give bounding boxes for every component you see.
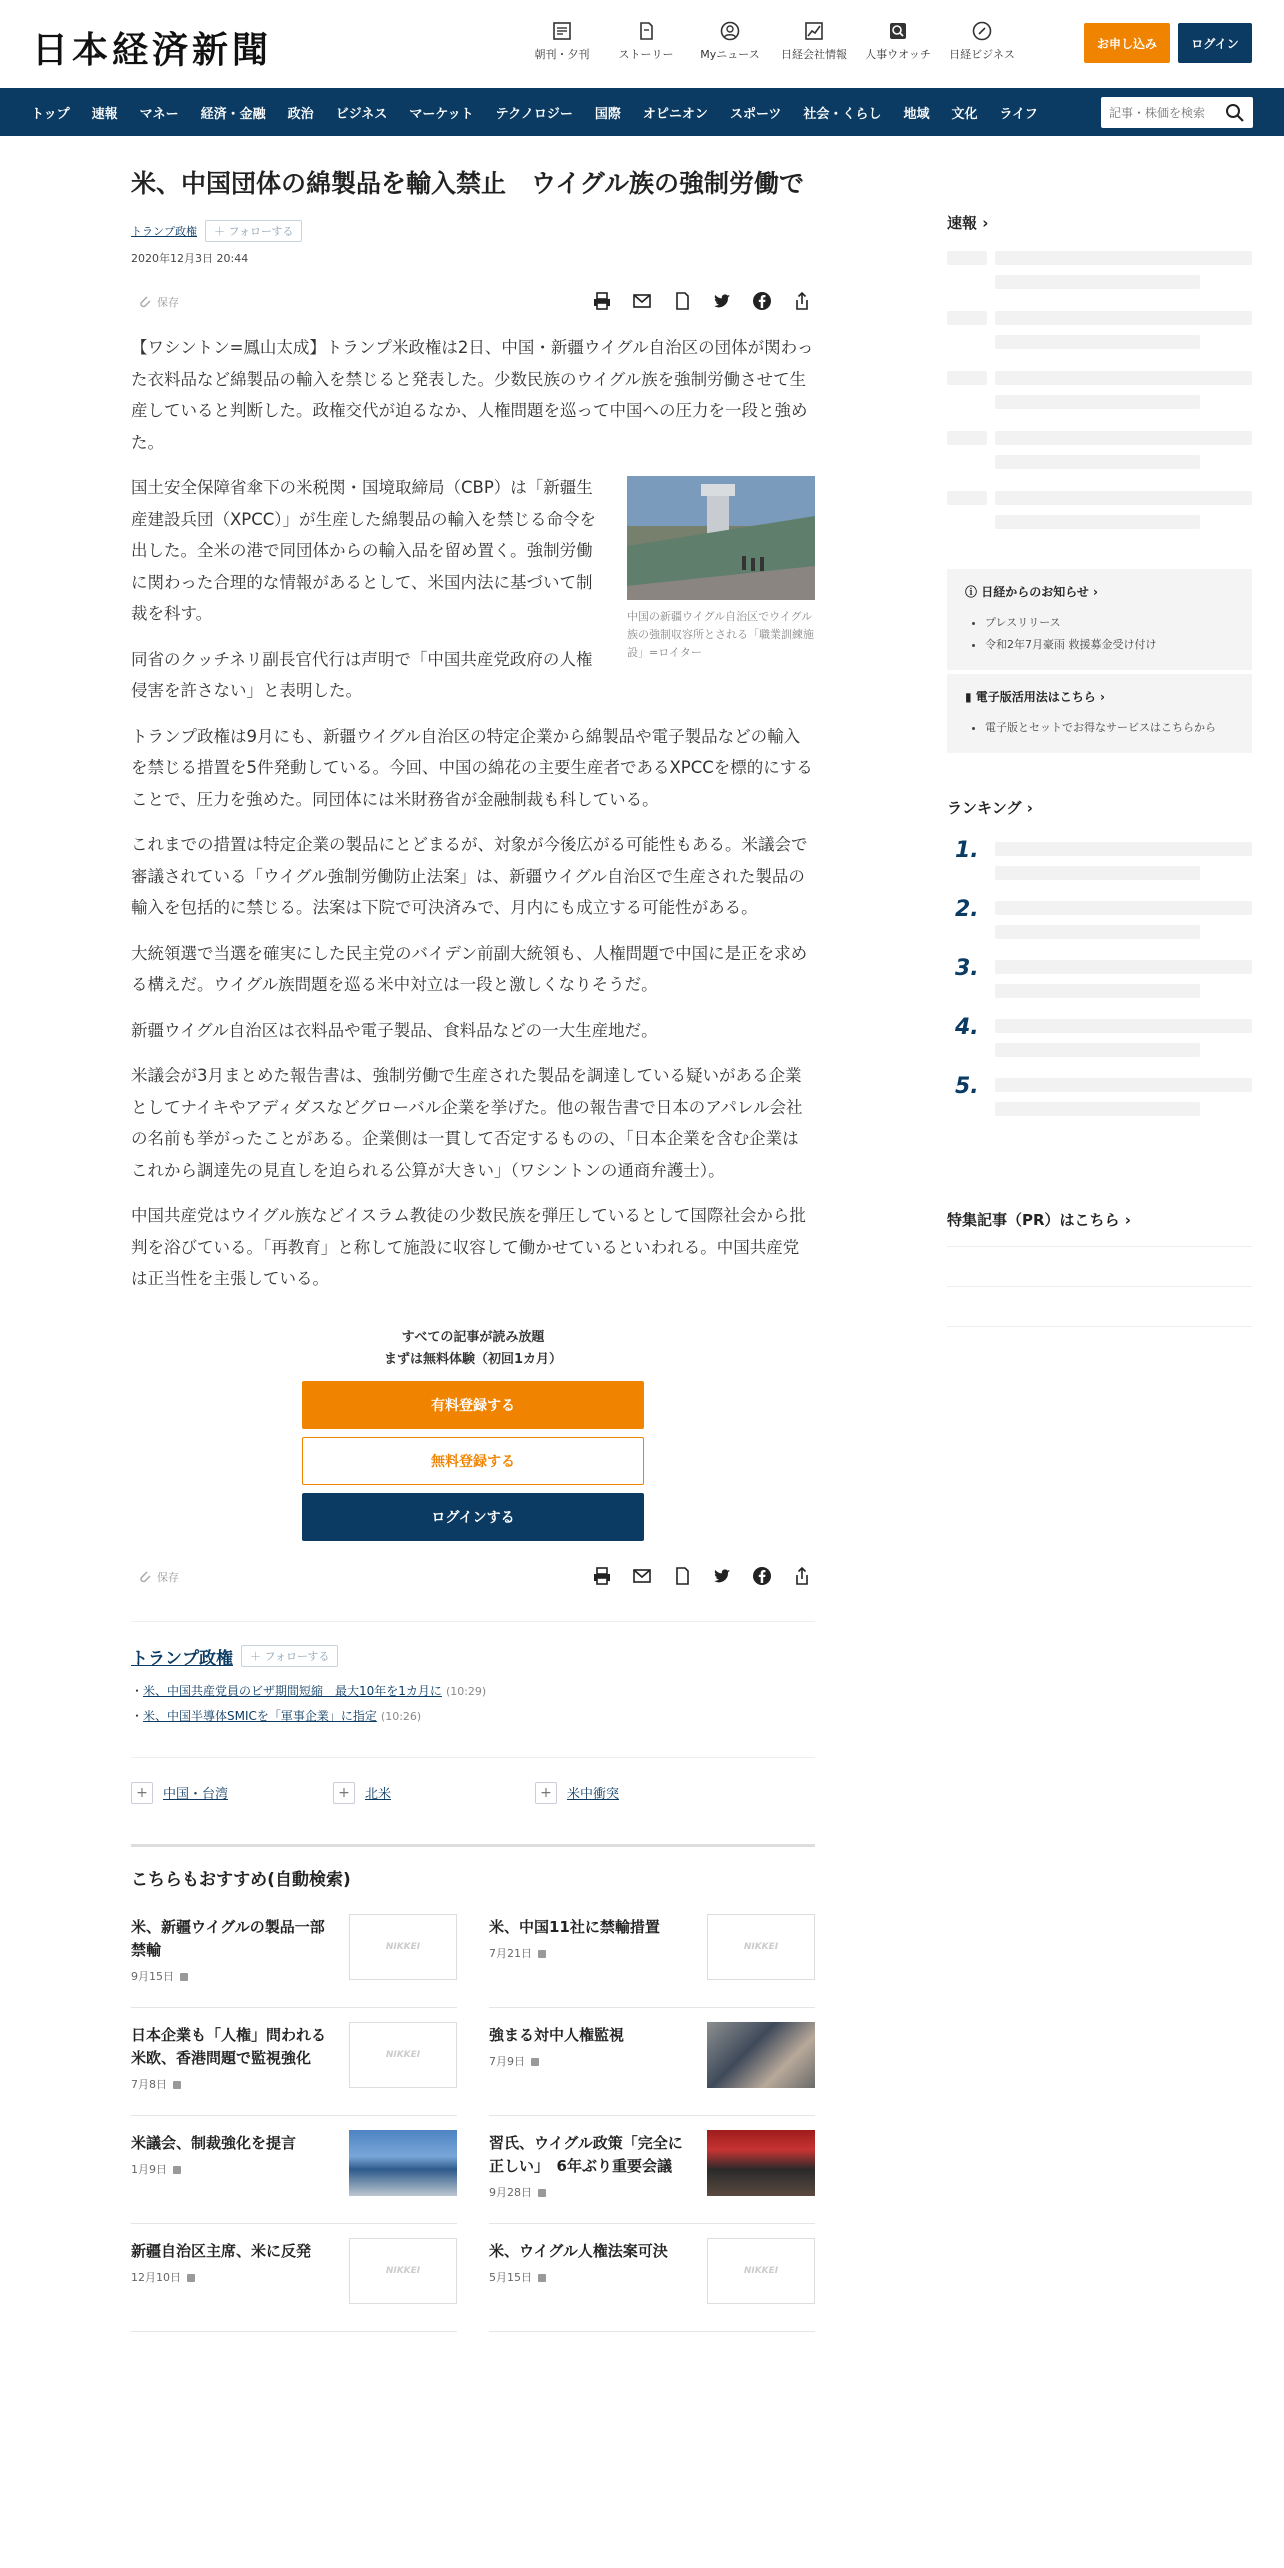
article-paragraph: これまでの措置は特定企業の製品にとどまるが、対象が今後広がる可能性もある。米議会で審議されている「ウイグル強制労働防止法案」は、新疆ウイグル自治区で生産された製品の輸入を包括的に禁じる。法案は下院で可決済みで、月内にも成立する可能性がある。 [131,835,808,917]
ranking-title[interactable]: ランキング › [947,799,1033,817]
util-story-label: ストーリー [618,48,674,61]
recommend-item-date-text: 12月10日 [131,2270,181,2284]
figure-caption: 中国の新疆ウイグル自治区でウイグル族の強制収容所とされる「職業訓練施設」=ロイター [627,610,814,659]
recommend-item[interactable] [489,2224,815,2332]
topic-tag[interactable] [131,1782,333,1804]
topic-tag-label: 北米 [365,1787,392,1802]
topic-tag[interactable] [333,1782,535,1804]
follow-label: フォローする [264,1650,330,1663]
nav-item[interactable]: 経済・金融 [200,106,266,122]
recommend-item-date-text: 1月9日 [131,2162,167,2176]
search-person-icon [887,20,909,42]
topic-link[interactable]: トランプ政権 [131,225,197,238]
skeleton-line [995,1102,1200,1116]
topic-tag[interactable] [535,1782,737,1804]
skeleton-line [995,335,1200,349]
recommend-item[interactable] [131,2224,457,2332]
ranking-section [947,797,1252,1119]
article-paragraph: 【ワシントン=鳳山太成】トランプ米政権は2日、中国・新疆ウイグル自治区の団体が関わった衣料品など綿製品の輸入を禁じると発表した。少数民族のウイグル族を強制労働させて生産していると判断した。政権交代が迫るなか、人権問題を巡って中国への圧力を一段と強めた。 [131,338,814,452]
recommend-thumbnail[interactable]: NIKKEI [349,2238,457,2304]
pr-title[interactable]: 特集記事（PR）はこちら › [947,1211,1131,1229]
article-paragraph: 同省のクッチネリ副長官代行は声明で「中国共産党政府の人権侵害を許さない」と表明した。 [131,649,593,700]
breaking-news-item-placeholder [947,371,1252,417]
related-topic-time: (10:26) [380,1709,422,1723]
recommend-item-title: 新疆自治区主席、米に反発 [131,2241,312,2260]
recommend-thumbnail[interactable]: NIKKEI [349,2022,457,2088]
util-story[interactable] [604,20,688,62]
breaking-news-title[interactable]: 速報 › [947,214,989,232]
skeleton-line [995,491,1252,505]
breaking-news-item-placeholder [947,491,1252,537]
utility-nav [520,20,1024,62]
nav-item[interactable]: 文化 [951,106,978,122]
related-topic-title[interactable]: トランプ政権 [131,1648,233,1669]
skeleton-line [995,901,1252,915]
paywall-line-1: すべての記事が読み放題 [401,1329,545,1345]
ranking-list [947,838,1252,1119]
related-topic-link[interactable]: 米、中国共産党員のビザ期間短縮 最大10年を1カ月に [143,1683,442,1698]
lock-icon [173,2166,181,2174]
skeleton-line [995,275,1200,289]
plus-icon: + [131,1782,153,1804]
notice-link[interactable]: • 令和2年7月豪雨 救援募金受け付け [985,634,1234,656]
ranking-number: 2. [955,897,979,922]
skeleton-line [947,251,987,265]
nikkei-logo[interactable]: 日本経済新聞 [32,29,273,71]
notice-link[interactable]: • プレスリリース [985,612,1234,634]
skeleton-line [995,1043,1200,1057]
skeleton-line [995,431,1252,445]
clip-icon[interactable] [669,1563,695,1589]
nav-list [20,88,1049,136]
facebook-icon[interactable] [749,288,775,314]
facebook-icon[interactable] [749,1563,775,1589]
skeleton-line [995,866,1200,880]
recommend-item-title: 強まる対中人権監視 [489,2025,625,2044]
lock-icon [187,2274,195,2282]
paperclip-icon [137,1569,153,1585]
recommend-thumbnail[interactable]: NIKKEI [707,1914,815,1980]
pr-line [947,1246,1252,1286]
recommend-item[interactable] [131,2116,457,2224]
notice-2-title[interactable]: ▮ 電子版活用法はこちら › [965,690,1105,704]
lock-icon [173,2081,181,2089]
publish-date: 2020年12月3日 20:44 [131,252,249,265]
nav-item[interactable]: 地域 [903,106,930,122]
ranking-number: 1. [955,838,979,863]
article-paragraph: 中国共産党はウイグル族などイスラム教徒の少数民族を弾圧しているとして国際社会から批判を浴びている。「再教育」と称して施設に収容して働かせているといわれる。中国共産党は正当性を主張している。 [131,1206,806,1288]
paid-register-button[interactable]: 有料登録する [302,1381,644,1429]
related-topic-link[interactable]: 米、中国半導体SMICを「軍事企業」に指定 [143,1708,377,1723]
related-topic-list [131,1679,815,1729]
util-personnel-label: 人事ウオッチ [865,48,931,61]
user-icon [719,20,741,42]
related-topic-head [131,1644,815,1669]
ranking-item[interactable] [947,956,1252,1001]
util-personnel[interactable] [856,20,940,62]
recommend-item-title: 日本企業も「人権」問われる 米欧、香港問題で監視強化 [131,2025,342,2067]
save-button-bottom[interactable] [137,1569,179,1585]
recommend-item[interactable] [489,2116,815,2224]
notice-1-title-text: 日経からのお知らせ [981,585,1089,599]
util-mynews-label: Myニュース [700,48,760,61]
share-icon[interactable] [789,1563,815,1589]
skeleton-line [995,395,1200,409]
nav-item[interactable]: 国際 [594,106,621,122]
recommend-section [131,1844,815,2332]
skeleton-line [947,431,987,445]
share-icon[interactable] [789,288,815,314]
recommend-item[interactable] [489,1900,815,2008]
breaking-news-label: 速報 [947,214,978,232]
recommend-thumbnail[interactable] [707,2022,815,2088]
nav-item[interactable]: ライフ [999,106,1038,122]
notice-1-list [965,612,1234,656]
skeleton-line [947,311,987,325]
lock-icon [538,2189,546,2197]
recommend-item-date-text: 9月28日 [489,2185,532,2199]
nav-item[interactable]: 社会・くらし [803,106,882,122]
lock-icon [531,2058,539,2066]
ranking-title-text: ランキング [947,799,1022,817]
notice-2-list [965,717,1234,739]
print-icon[interactable] [589,1563,615,1589]
skeleton-line [947,371,987,385]
recommend-grid [131,1900,815,2332]
signup-button[interactable]: お申し込み [1084,23,1170,63]
search-icon[interactable] [1225,103,1245,123]
notice-box-1 [947,569,1252,670]
article-toolbar-top [131,288,815,318]
skeleton-line [995,1078,1252,1092]
util-business[interactable] [940,20,1024,62]
save-label: 保存 [157,296,179,309]
skeleton-line [995,311,1252,325]
save-label: 保存 [157,1570,179,1584]
paywall-line-2: まずは無料体験（初回1カ月） [383,1351,563,1367]
util-company-info-label: 日経会社情報 [781,48,847,61]
paperclip-icon [137,294,153,310]
pr-line [947,1286,1252,1326]
skeleton-line [995,515,1200,529]
clip-icon[interactable] [669,288,695,314]
recommend-item-date-text: 5月15日 [489,2270,532,2284]
util-mynews[interactable] [688,20,772,62]
search-input[interactable] [1101,97,1219,128]
notice-link[interactable]: • 電子版とセットでお得なサービスはこちらから [985,717,1234,739]
compass-icon [971,20,993,42]
recommend-item-title: 習氏、ウイグル政策「完全に正しい」 6年ぶり重要会議 [489,2133,683,2175]
skeleton-line [995,1019,1252,1033]
recommend-item-title: 米議会、制裁強化を提言 [131,2133,297,2152]
plus-icon: + [333,1782,355,1804]
mail-icon[interactable] [629,288,655,314]
recommend-title: こちらもおすすめ(自動検索) [131,1869,351,1890]
related-topic-time: (10:29) [445,1684,487,1698]
recommend-item-title: 米、ウイグル人権法案可決 [489,2241,668,2260]
skeleton-line [947,491,987,505]
nav-item[interactable]: オピニオン [642,106,708,122]
pr-title-text: 特集記事（PR）はこちら [947,1211,1120,1229]
chart-icon [803,20,825,42]
related-topic-item: ・米、中国半導体SMICを「軍事企業」に指定 (10:26) [131,1708,422,1723]
nav-item[interactable]: 速報 [91,106,118,122]
related-topic [131,1621,815,1729]
topic-tag-label: 米中衝突 [567,1787,620,1802]
topic-row [131,220,815,242]
plus-icon: + [535,1782,557,1804]
pr-section [947,1209,1252,1327]
nav-item[interactable]: トップ [31,106,70,122]
recommend-item[interactable] [131,2008,457,2116]
recommend-item-date-text: 7月21日 [489,1946,532,1960]
util-business-label: 日経ビジネス [949,48,1015,61]
lock-icon [538,2274,546,2282]
util-newspaper-label: 朝刊・夕刊 [534,48,590,61]
top-header [0,0,1284,88]
skeleton-line [995,371,1252,385]
recommend-item-date-text: 7月9日 [489,2054,525,2068]
article-toolbar-bottom [131,1563,815,1593]
skeleton-line [995,455,1200,469]
figure-section [131,458,815,707]
nav-item[interactable]: マネー [139,106,179,122]
pr-line [947,1326,1252,1327]
recommend-thumbnail[interactable]: NIKKEI [707,2238,815,2304]
recommend-item-date-text: 9月15日 [131,1969,174,1983]
save-button[interactable] [137,294,179,310]
sidebar [947,136,1252,1327]
ranking-number: 3. [955,956,979,981]
breaking-news-item-placeholder [947,251,1252,297]
share-tools [589,288,815,314]
skeleton-line [995,984,1200,998]
article-headline: 米、中国団体の綿製品を輸入禁止 ウイグル族の強制労働で [131,169,805,198]
twitter-icon[interactable] [709,1563,735,1589]
recommend-thumbnail[interactable] [349,2130,457,2196]
util-company-info[interactable] [772,20,856,62]
topic-tags [131,1757,815,1804]
article-body [131,721,815,1295]
notice-box-2 [947,674,1252,753]
skeleton-line [995,960,1252,974]
breaking-news-item-placeholder [947,431,1252,477]
article [131,136,815,2332]
paywall-login-button[interactable]: ログインする [302,1493,644,1541]
breaking-news-list [947,251,1252,537]
lock-icon [538,1950,546,1958]
twitter-icon[interactable] [709,288,735,314]
util-newspaper[interactable] [520,20,604,62]
article-paragraph: 国土安全保障省傘下の米税関・国境取締局（CBP）は「新疆生産建設兵団（XPCC）」が生産した綿製品の輸入を禁じる命令を出した。全米の港で同団体からの輸入品を留め置く。強制労働に関わった合理的な情報があるとして、米国内法に基づいて制裁を科す。 [131,478,597,623]
lock-icon [180,1973,188,1981]
skeleton-line [995,925,1200,939]
breaking-news-section [947,212,1252,537]
story-icon [635,20,657,42]
nav-item[interactable]: マーケット [409,106,474,122]
camp-photo-illustration [627,476,815,600]
follow-label: フォローする [228,225,294,238]
skeleton-line [995,842,1252,856]
follow-button[interactable]: ＋ フォローする [205,220,302,242]
related-topic-item: ・米、中国共産党員のビザ期間短縮 最大10年を1カ月に (10:29) [131,1683,487,1698]
ranking-item[interactable] [947,897,1252,942]
search-box [1101,97,1253,128]
breaking-news-item-placeholder [947,311,1252,357]
nav-item[interactable]: ビジネス [335,106,388,122]
share-tools-bottom [589,1563,815,1589]
topic-tag-label: 中国・台湾 [163,1787,229,1802]
ranking-item[interactable] [947,838,1252,883]
recommend-item-title: 米、中国11社に禁輸措置 [489,1917,660,1936]
recommend-thumbnail[interactable] [707,2130,815,2196]
print-icon[interactable] [589,288,615,314]
article-photo[interactable] [627,476,815,600]
article-paragraph: 米議会が3月まとめた報告書は、強制労働で生産された製品を調達している疑いがある企業としてナイキやアディダスなどグローバル企業を挙げた。他の報告書で日本のアパレル会社の名前も挙がったことがある。企業側は一貫して否定するものの、「日本企業を含む企業はこれから調達先の見直しを迫られる公算が大きい」（ワシントンの通商弁護士）。 [131,1066,803,1180]
nav-item[interactable]: スポーツ [729,106,782,122]
free-register-button[interactable]: 無料登録する [302,1437,644,1485]
recommend-item-title: 米、新疆ウイグルの製品一部禁輸 [131,1917,325,1959]
ranking-item[interactable] [947,1074,1252,1119]
nav-item[interactable]: 政治 [287,106,314,122]
ranking-item[interactable] [947,1015,1252,1060]
recommend-item[interactable] [131,1900,457,2008]
main-nav [0,88,1284,136]
article-figure [627,476,815,662]
recommend-item-date-text: 7月8日 [131,2077,167,2091]
ranking-number: 4. [955,1015,979,1040]
recommend-item[interactable] [489,2008,815,2116]
nav-item[interactable]: テクノロジー [495,106,573,122]
notice-1-title[interactable]: ⓘ 日経からのお知らせ › [965,585,1098,599]
notice-2-title-text: 電子版活用法はこちら [975,690,1096,704]
article-paragraph: 大統領選で当選を確実にした民主党のバイデン前副大統領も、人権問題で中国に是正を求める構えだ。ウイグル族問題を巡る米中対立は一段と激しくなりそうだ。 [131,943,808,994]
related-follow-button[interactable]: ＋ フォローする [241,1645,338,1667]
ranking-number: 5. [955,1074,979,1099]
article-paragraph: 新疆ウイグル自治区は衣料品や電子製品、食料品などの一大生産地だ。 [131,1020,658,1040]
recommend-thumbnail[interactable]: NIKKEI [349,1914,457,1980]
article-paragraph: トランプ政権は9月にも、新疆ウイグル自治区の特定企業から綿製品や電子製品などの輸入を禁じる措置を5件発動している。今回、中国の綿花の主要生産者であるXPCCを標的にすることで、圧力を強めた。同団体には米財務省が金融制裁も科している。 [131,726,813,809]
newspaper-icon [551,20,573,42]
paywall [131,1327,815,1541]
mail-icon[interactable] [629,1563,655,1589]
skeleton-line [995,251,1252,265]
login-button[interactable]: ログイン [1178,23,1252,63]
